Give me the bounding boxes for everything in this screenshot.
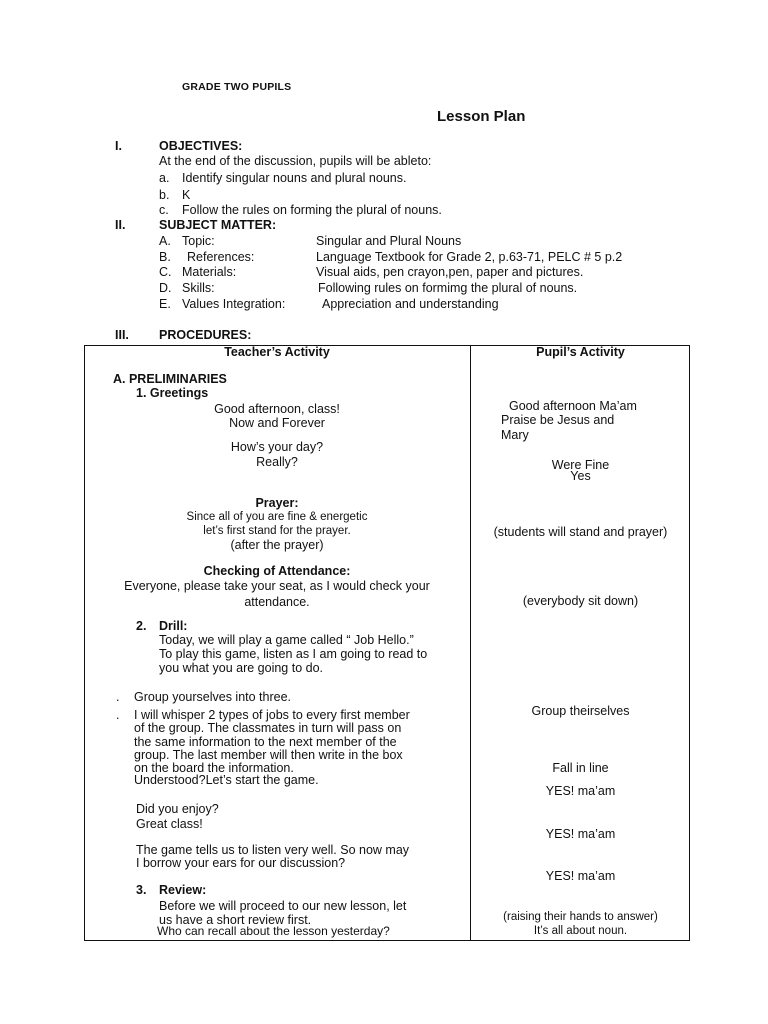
subject-value: Language Textbook for Grade 2, p.63-71, PELC # 5 p.2 [316, 250, 623, 264]
pupil-text: Fall in line [552, 761, 609, 775]
objective-text-b: K [182, 188, 191, 202]
pupil-text: Yes [570, 469, 591, 483]
page-title: Lesson Plan [437, 108, 526, 125]
attendance-heading: Checking of Attendance: [203, 564, 351, 578]
teacher-text: Everyone, please take your seat, as I would check your [124, 579, 430, 593]
teacher-text: Group yourselves into three. [134, 690, 292, 704]
teacher-text: Who can recall about the lesson yesterday? [157, 924, 390, 938]
objective-text-c: Follow the rules on forming the plural of nouns. [182, 203, 442, 217]
teacher-response: Now and Forever [229, 416, 325, 430]
teacher-text: you what you are going to do. [159, 661, 324, 675]
teacher-text: I borrow your ears for our discussion? [136, 856, 346, 870]
preliminaries-heading: A. PRELIMINARIES [113, 372, 227, 386]
subject-value: Following rules on formimg the plural of nouns. [318, 281, 578, 295]
grade-level: GRADE TWO PUPILS [182, 81, 292, 93]
pupil-text: (everybody sit down) [522, 594, 639, 608]
procedures-heading: PROCEDURES: [159, 328, 252, 342]
teacher-text: To play this game, listen as I am going to read to [159, 647, 428, 661]
greetings-heading: 1. Greetings [136, 386, 209, 400]
pupil-text: Mary [501, 428, 529, 442]
bullet: . [116, 708, 120, 722]
subject-value: Visual aids, pen crayon,pen, paper and pictures. [316, 265, 584, 279]
teacher-text: Great class! [136, 817, 203, 831]
review-number: 3. [136, 883, 147, 897]
teacher-question: How’s your day? [230, 440, 324, 454]
column-divider [470, 345, 471, 941]
subject-label: Topic: [182, 234, 215, 248]
subject-letter: E. [159, 297, 171, 311]
pupil-text: It’s all about noun. [533, 925, 628, 937]
objective-text-a: Identify singular nouns and plural nouns. [182, 171, 407, 185]
teacher-text: I will whisper 2 types of jobs to every first member [134, 708, 410, 722]
pupil-text: Were Fine [551, 458, 610, 472]
objective-letter-b: b. [159, 188, 170, 202]
pupil-text: (students will stand and prayer) [493, 525, 668, 539]
teacher-text: Today, we will play a game called “ Job Hello.” [159, 633, 414, 647]
pupil-text: Praise be Jesus and [501, 413, 615, 427]
objective-letter-a: a. [159, 171, 170, 185]
teacher-text: group. The last member will then write in the box [134, 748, 403, 762]
teacher-text: us have a short review first. [159, 913, 312, 927]
subject-letter: B. [159, 250, 171, 264]
teacher-text: Understood?Let’s start the game. [134, 773, 319, 787]
subject-letter: C. [159, 265, 172, 279]
teacher-text: attendance. [244, 595, 310, 609]
teacher-text: Did you enjoy? [136, 802, 219, 816]
prayer-heading: Prayer: [255, 496, 299, 510]
teacher-text: (after the prayer) [230, 538, 324, 552]
subject-label: References: [187, 250, 255, 264]
subject-letter: A. [159, 234, 171, 248]
objectives-numeral: I. [115, 139, 122, 153]
teacher-text: Before we will proceed to our new lesson, let [159, 899, 407, 913]
objectives-heading: OBJECTIVES: [159, 139, 243, 153]
subject-label: Materials: [182, 265, 237, 279]
teacher-text: on the board the information. [134, 761, 294, 775]
pupil-column-header: Pupil’s Activity [536, 345, 625, 359]
teacher-text: Since all of you are fine & energetic [186, 511, 368, 523]
objective-letter-c: c. [159, 203, 169, 217]
subject-matter-heading: SUBJECT MATTER: [159, 218, 277, 232]
pupil-text: YES! ma’am [545, 869, 616, 883]
subject-label: Values Integration: [182, 297, 286, 311]
teacher-text: The game tells us to listen very well. So now may [136, 843, 410, 857]
subject-value: Appreciation and understanding [322, 297, 499, 311]
pupil-text: Good afternoon Ma’am [509, 399, 637, 413]
pupil-text: Group theirselves [531, 704, 630, 718]
pupil-text: (raising their hands to answer) [503, 911, 658, 923]
pupil-text: YES! ma’am [545, 784, 616, 798]
teacher-greeting: Good afternoon, class! [214, 402, 340, 416]
teacher-text: of the group. The classmates in turn will pass on [134, 721, 402, 735]
objectives-intro: At the end of the discussion, pupils will be ableto: [159, 154, 432, 168]
teacher-question: Really? [256, 455, 298, 469]
teacher-column-header: Teacher’s Activity [224, 345, 330, 359]
subject-value: Singular and Plural Nouns [316, 234, 462, 248]
review-heading: Review: [159, 883, 207, 897]
teacher-text: let’s first stand for the prayer. [203, 525, 351, 537]
drill-heading: Drill: [159, 619, 188, 633]
teacher-text: the same information to the next member of the [134, 735, 397, 749]
drill-number: 2. [136, 619, 147, 633]
bullet: . [116, 690, 120, 704]
procedures-numeral: III. [115, 328, 129, 342]
subject-matter-numeral: II. [115, 218, 126, 232]
subject-letter: D. [159, 281, 172, 295]
subject-label: Skills: [182, 281, 215, 295]
pupil-text: YES! ma’am [545, 827, 616, 841]
